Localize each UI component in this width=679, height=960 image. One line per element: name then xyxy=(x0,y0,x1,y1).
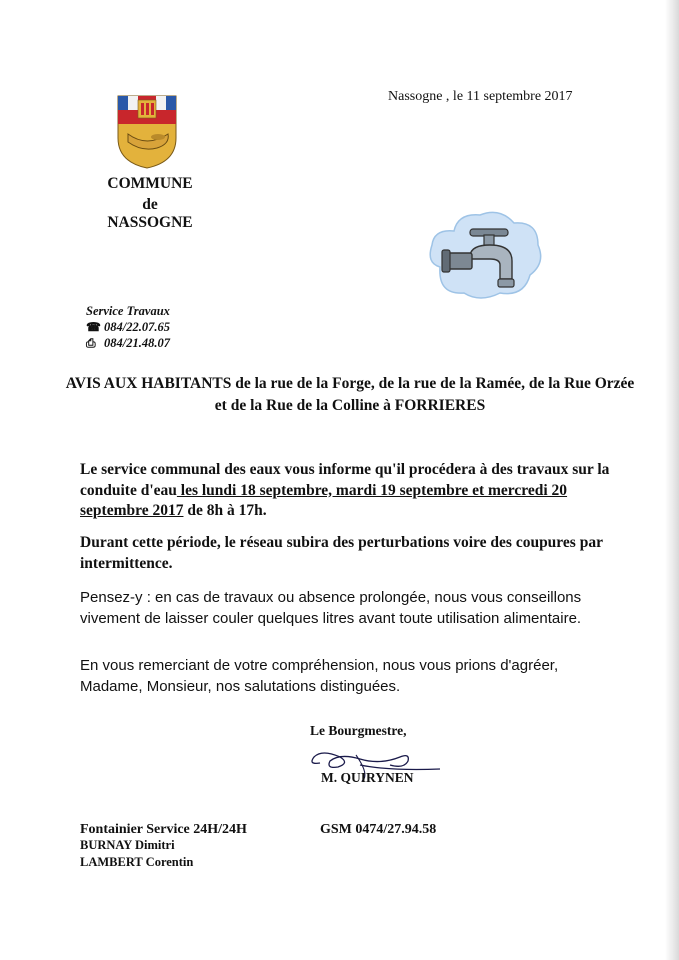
service-contact-block xyxy=(86,303,170,351)
works-hours: de 8h à 17h. xyxy=(183,502,267,519)
service-fax-row xyxy=(86,335,170,351)
works-announcement-start: Le service communal des eaux vous informe qu'il procédera à des travaux sur la conduite d'eau xyxy=(80,461,610,499)
works-announcement-paragraph xyxy=(80,460,620,522)
fontainier-person-1: BURNAY Dimitri xyxy=(80,838,175,852)
advice-paragraph: Pensez-y : en cas de travaux ou absence prolongée, nous vous conseillons vivement de laisser couler quelques litres avant toute utilisation alimentaire. xyxy=(80,589,582,627)
scan-edge-shadow xyxy=(665,0,679,960)
service-phone: 084/22.07.65 xyxy=(104,320,170,334)
service-phone-row xyxy=(86,319,170,335)
commune-name-label: NASSOGNE xyxy=(107,214,193,231)
notice-heading-rest: de la rue de la Forge, de la rue de la Ramée, de la Rue Orzée et de la Rue de la Colline à FORRIERES xyxy=(214,375,635,414)
fontainier-label: Fontainier Service 24H/24H xyxy=(80,822,247,837)
water-tap-illustration xyxy=(420,205,548,305)
signatory-title: Le Bourgmestre, xyxy=(310,723,407,738)
closing-paragraph: En vous remerciant de votre compréhension, nous vous prions d'agréer, Madame, Monsieur, nos salutations distinguées. xyxy=(80,657,559,695)
commune-label: COMMUNE xyxy=(107,175,193,192)
fontainier-person-2: LAMBERT Corentin xyxy=(80,855,194,869)
notice-heading xyxy=(60,373,640,417)
disruption-paragraph: Durant cette période, le réseau subira des perturbations voire des coupures par intermittence. xyxy=(80,534,603,572)
works-dates-underlined: les lundi 18 septembre, mardi 19 septembre et mercredi 20 septembre 2017 xyxy=(80,481,568,519)
telephone-icon: ☎ xyxy=(86,320,101,334)
letter-date: Nassogne , le 11 septembre 2017 xyxy=(388,89,573,104)
service-fax: 084/21.48.07 xyxy=(104,336,170,350)
gsm-number: GSM 0474/27.94.58 xyxy=(320,822,437,837)
service-title: Service Travaux xyxy=(86,304,170,318)
handwritten-signature xyxy=(300,735,450,795)
signatory-name: M. QUIRYNEN xyxy=(321,770,414,785)
commune-crest-logo xyxy=(112,92,182,170)
notice-heading-strong: AVIS AUX HABITANTS xyxy=(65,375,232,392)
fax-icon: ⎙ xyxy=(86,336,96,350)
commune-de-label: de xyxy=(142,196,158,213)
